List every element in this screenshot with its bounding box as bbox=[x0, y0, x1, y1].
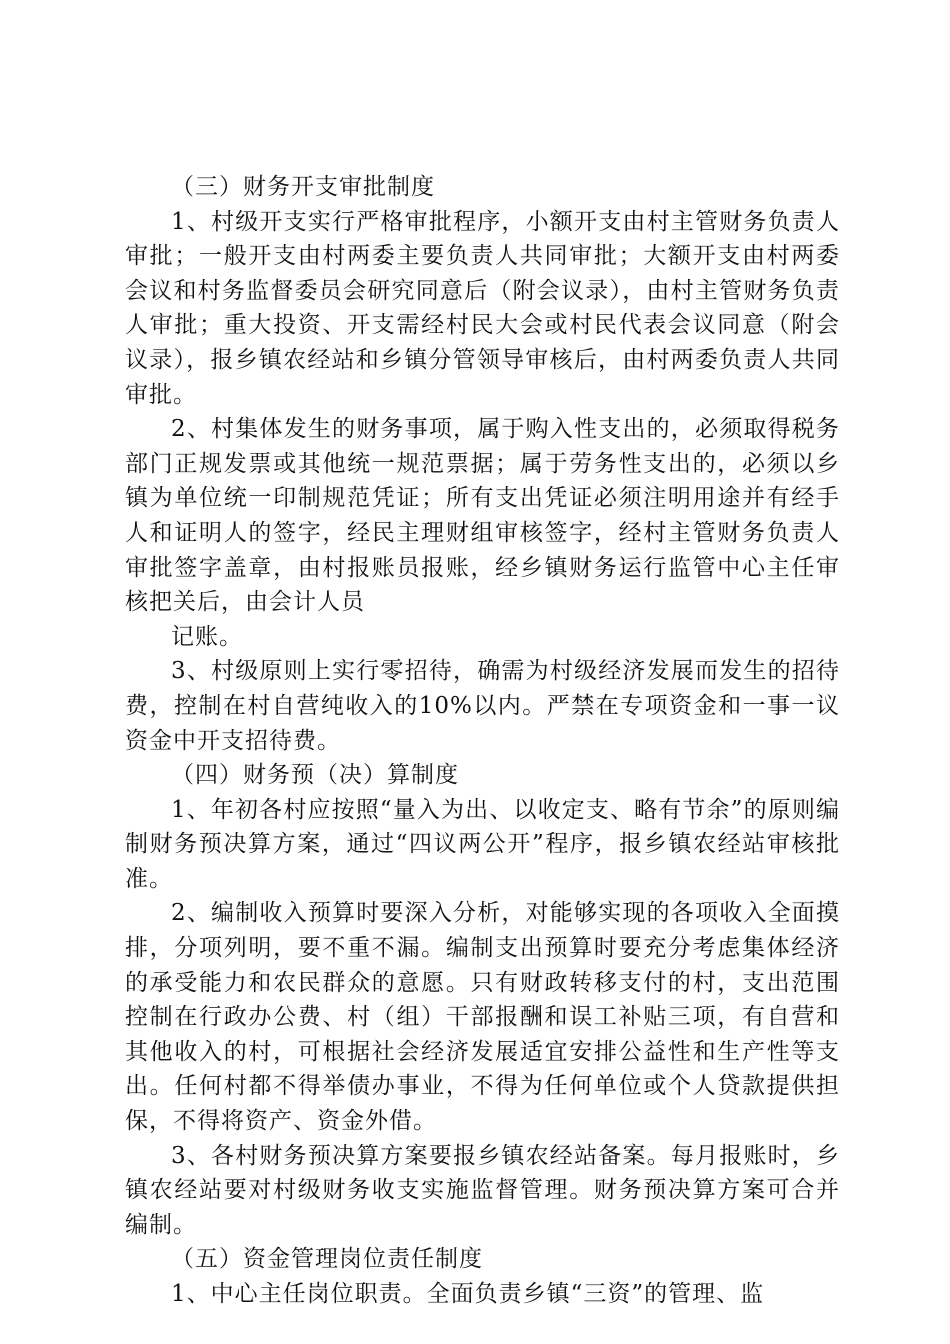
paragraph-3-2-continuation: 记账。 bbox=[171, 623, 243, 650]
paragraph-4-2: 2、编制收入预算时要深入分析，对能够实现的各项收入全面摸排，分项列明，要不重不漏。编制支出预算时要充分考虑集体经济的承受能力和农民群众的意愿。只有财政转移支付的村，支出范围控制在行政办公费、村（组）干部报酬和误工补贴三项，有自营和其他收入的村，可根据社会经济发展适宜安排公益性和生产性等支出。任何村都不得举债办事业，不得为任何单位或个人贷款提供担保，不得将资产、资金外借。 bbox=[125, 900, 840, 1135]
section-heading-3: （三）财务开支审批制度 bbox=[171, 174, 435, 200]
section-heading-5: （五）资金管理岗位责任制度 bbox=[171, 1246, 483, 1273]
paragraph-3-2: 2、村集体发生的财务事项，属于购入性支出的，必须取得税务部门正规发票或其他统一规范票据；属于劳务性支出的，必须以乡镇为单位统一印制规范凭证；所有支出凭证必须注明用途并有经手人和证明人的签字，经民主理财组审核签字，经村主管财务负责人审批签字盖章，由村报账员报账，经乡镇财务运行监管中心主任审核把关后，由会计人员 bbox=[125, 416, 840, 616]
document-body bbox=[125, 170, 840, 1312]
paragraph-5-1: 1、中心主任岗位职责。全面负责乡镇“三资”的管理、监 bbox=[171, 1281, 765, 1307]
paragraph-4-3: 3、各村财务预决算方案要报乡镇农经站备案。每月报账时，乡镇农经站要对村级财务收支实施监督管理。财务预决算方案可合并编制。 bbox=[125, 1142, 840, 1238]
paragraph-3-1: 1、村级开支实行严格审批程序，小额开支由村主管财务负责人审批；一般开支由村两委主要负责人共同审批；大额开支由村两委会议和村务监督委员会研究同意后（附会议录），由村主管财务负责人审批；重大投资、开支需经村民大会或村民代表会议同意（附会议录），报乡镇农经站和乡镇分管领导审核后，由村两委负责人共同审批。 bbox=[125, 208, 840, 408]
section-heading-4: （四）财务预（决）算制度 bbox=[171, 762, 459, 789]
paragraph-3-3: 3、村级原则上实行零招待，确需为村级经济发展而发生的招待费，控制在村自营纯收入的10%以内。严禁在专项资金和一事一议资金中开支招待费。 bbox=[125, 658, 840, 754]
paragraph-4-1: 1、年初各村应按照“量入为出、以收定支、略有节余”的原则编制财务预决算方案，通过“四议两公开”程序，报乡镇农经站审核批准。 bbox=[125, 796, 840, 892]
